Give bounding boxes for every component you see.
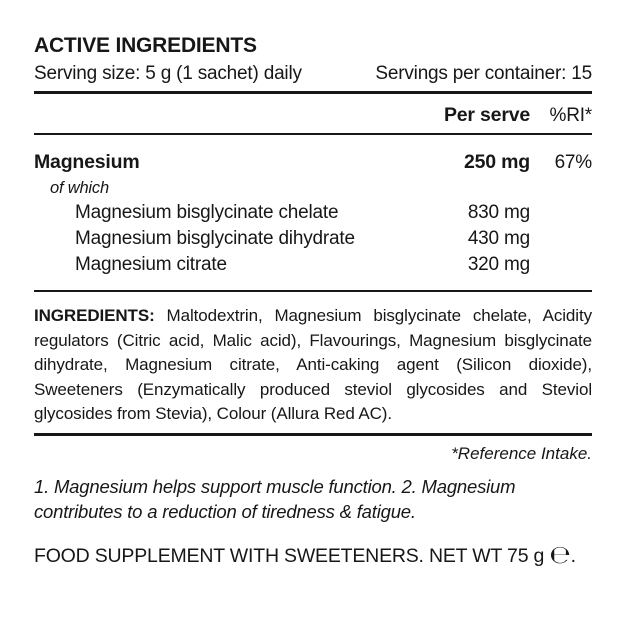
column-header-per-serve: Per serve [443,104,530,126]
food-supplement-statement [34,539,592,569]
nutrient-amount: 320 mg [467,254,530,275]
servings-per-container-text: Servings per container: 15 [375,63,592,84]
nutrient-name: Magnesium citrate [75,254,227,275]
serving-row [34,61,592,87]
nutrient-name: Magnesium bisglycinate dihydrate [75,228,355,249]
table-row [34,149,592,176]
health-claims: 1. Magnesium helps support muscle function. 2. Magnesium contributes to a reduction of tiredness & fatigue. [34,475,516,522]
divider-ingredients-thick [34,433,592,436]
of-which-label: of which [50,179,109,197]
divider-table-bottom-thin [34,290,592,292]
page-title: ACTIVE INGREDIENTS [34,34,257,57]
nutrient-ri: 67% [554,152,592,173]
statement-text: FOOD SUPPLEMENT WITH SWEETENERS. NET WT 75 g [34,544,550,567]
serving-size-text: Serving size: 5 g (1 sachet) daily [34,63,302,84]
column-header-ri: %RI* [549,105,592,126]
nutrient-amount: 250 mg [463,151,530,173]
statement-period: . [570,544,576,567]
nutrient-amount: 430 mg [467,228,530,249]
nutrient-name: Magnesium bisglycinate chelate [75,202,339,223]
reference-intake-note: *Reference Intake. [451,443,592,463]
divider-header-thin [34,133,592,135]
ingredients-heading: INGREDIENTS: [34,306,155,325]
divider-top-thick [34,91,592,94]
nutrient-amount: 830 mg [467,202,530,223]
estimated-sign: ℮ [549,539,571,569]
table-row [34,200,592,226]
table-row [34,252,592,278]
ingredients-text: Maltodextrin, Magnesium bisglycinate chelate, Acidity regulators (Citric acid, Malic acid), Flavourings, Magnesium bisglycinate dihydrate, Magnesium citrate, Anti-caking agent (Silicon dioxide), Sweeteners (Enzymatically produced steviol glycosides and Steviol glycosides from Stevia), Colour (Allura Red AC). [34,306,592,423]
table-row [34,226,592,252]
ingredients-paragraph [34,304,592,427]
table-row [34,176,592,200]
nutrient-name: Magnesium [34,151,140,173]
table-header-row [34,102,592,129]
